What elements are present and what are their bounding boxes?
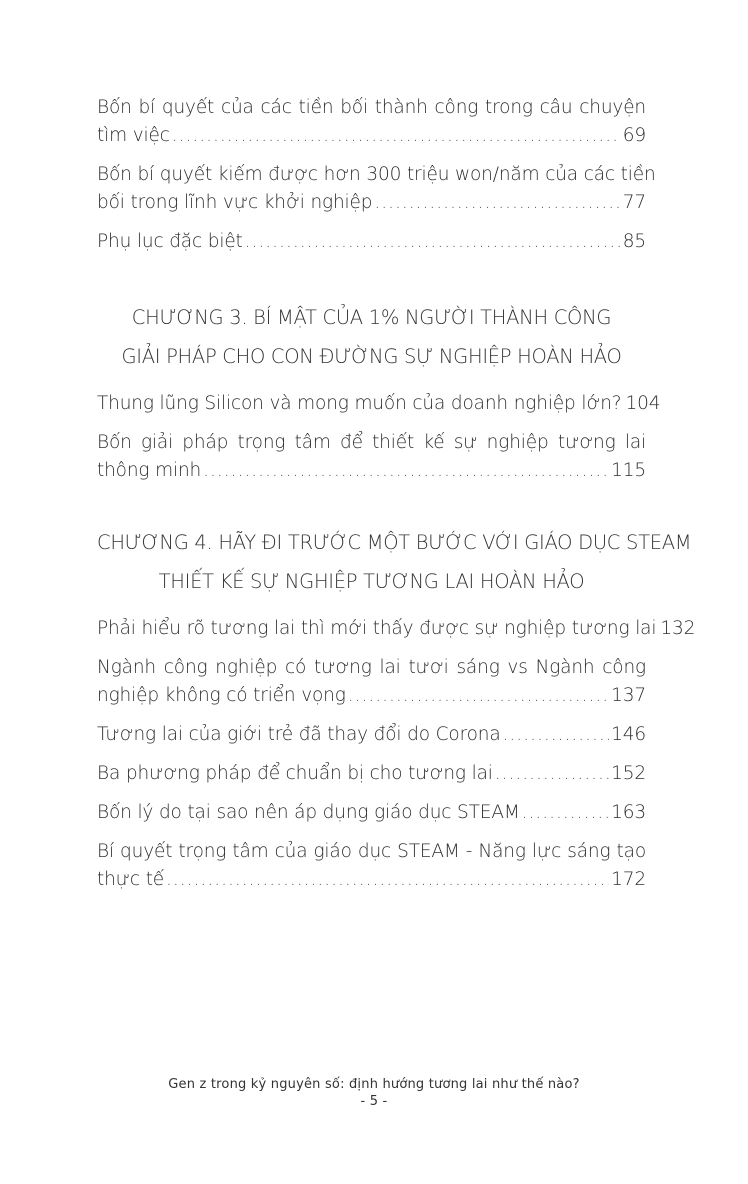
toc-page-number: 115 — [611, 460, 646, 481]
toc-entry[interactable] — [97, 615, 696, 643]
toc-page-number: 146 — [611, 724, 646, 745]
toc-entry-title: tìm việc — [97, 125, 170, 146]
toc-page-number: 172 — [611, 869, 646, 890]
chapter-heading — [97, 523, 692, 601]
toc-entry-title-line: Bốn giải pháp trọng tâm để thiết kế sự nghiệp tương lai — [97, 432, 646, 453]
toc-entry-title: Ba phương pháp để chuẩn bị cho tương lai — [97, 763, 493, 784]
toc-entry-title: nghiệp không có triển vọng — [97, 685, 346, 706]
toc-entry-title: Phụ lục đặc biệt — [97, 231, 243, 252]
dot-leader — [166, 866, 609, 894]
toc-entry[interactable] — [97, 654, 646, 710]
toc-entry-title: thông minh — [97, 460, 202, 481]
dot-leader — [203, 457, 609, 485]
book-title: Gen z trong kỷ nguyên số: định hướng tương lai như thế nào? — [168, 1077, 580, 1092]
dot-leader — [245, 228, 621, 256]
table-of-contents — [97, 94, 696, 905]
toc-page-number: 152 — [611, 763, 646, 784]
dot-leader — [495, 760, 609, 788]
toc-entry-title-line: Ngành công nghiệp có tương lai tươi sáng vs Ngành công — [97, 657, 646, 678]
toc-entry[interactable] — [97, 838, 646, 894]
toc-entry-title-line: Bí quyết trọng tâm của giáo dục STEAM - Năng lực sáng tạo — [97, 841, 646, 862]
chapter-heading-line: GIẢI PHÁP CHO CON ĐƯỜNG SỰ NGHIỆP HOÀN HẢO — [121, 345, 622, 368]
toc-page-number: 137 — [611, 685, 646, 706]
toc-entry[interactable] — [97, 721, 646, 749]
toc-entry-title: bối trong lĩnh vực khởi nghiệp — [97, 192, 373, 213]
toc-entry-title: Thung lũng Silicon và mong muốn của doanh nghiệp lớn? — [97, 393, 622, 414]
chapter-heading-line: CHƯƠNG 4. HÃY ĐI TRƯỚC MỘT BƯỚC VỚI GIÁO DỤC STEAM — [97, 531, 692, 554]
toc-entry-title-line: Bốn bí quyết kiếm được hơn 300 triệu won/năm của các tiền — [97, 164, 656, 185]
dot-leader — [503, 721, 610, 749]
toc-page-number: 104 — [625, 393, 661, 414]
page-footer — [0, 1076, 748, 1110]
dot-leader — [522, 799, 609, 827]
dot-leader — [348, 682, 609, 710]
toc-entry[interactable] — [97, 94, 646, 150]
toc-entry[interactable] — [97, 390, 661, 418]
toc-page-number: 163 — [611, 802, 646, 823]
dot-leader — [374, 189, 620, 217]
toc-entry[interactable] — [97, 760, 646, 788]
toc-page-number: 69 — [622, 125, 646, 146]
dot-leader — [172, 122, 621, 150]
toc-entry-title-line: Bốn bí quyết của các tiền bối thành công trong câu chuyện — [97, 97, 646, 118]
toc-entry[interactable] — [97, 228, 646, 256]
toc-entry[interactable] — [97, 429, 646, 485]
toc-page-number: 85 — [622, 231, 646, 252]
toc-entry[interactable] — [97, 161, 656, 217]
chapter-heading-line: CHƯƠNG 3. BÍ MẬT CỦA 1% NGƯỜI THÀNH CÔNG — [131, 306, 612, 329]
toc-entry-title: Bốn lý do tại sao nên áp dụng giáo dục STEAM — [97, 802, 520, 823]
toc-entry[interactable] — [97, 799, 646, 827]
toc-page-number: 132 — [660, 618, 696, 639]
toc-entry-title: Phải hiểu rõ tương lai thì mới thấy được sự nghiệp tương lai — [97, 618, 657, 639]
chapter-heading — [97, 298, 646, 376]
toc-entry-title: Tương lai của giới trẻ đã thay đổi do Corona — [97, 724, 501, 745]
chapter-heading-line: THIẾT KẾ SỰ NGHIỆP TƯƠNG LAI HOÀN HẢO — [158, 570, 585, 593]
toc-page-number: 77 — [622, 192, 646, 213]
toc-entry-title: thực tế — [97, 869, 165, 890]
page-number: - 5 - — [360, 1094, 388, 1109]
